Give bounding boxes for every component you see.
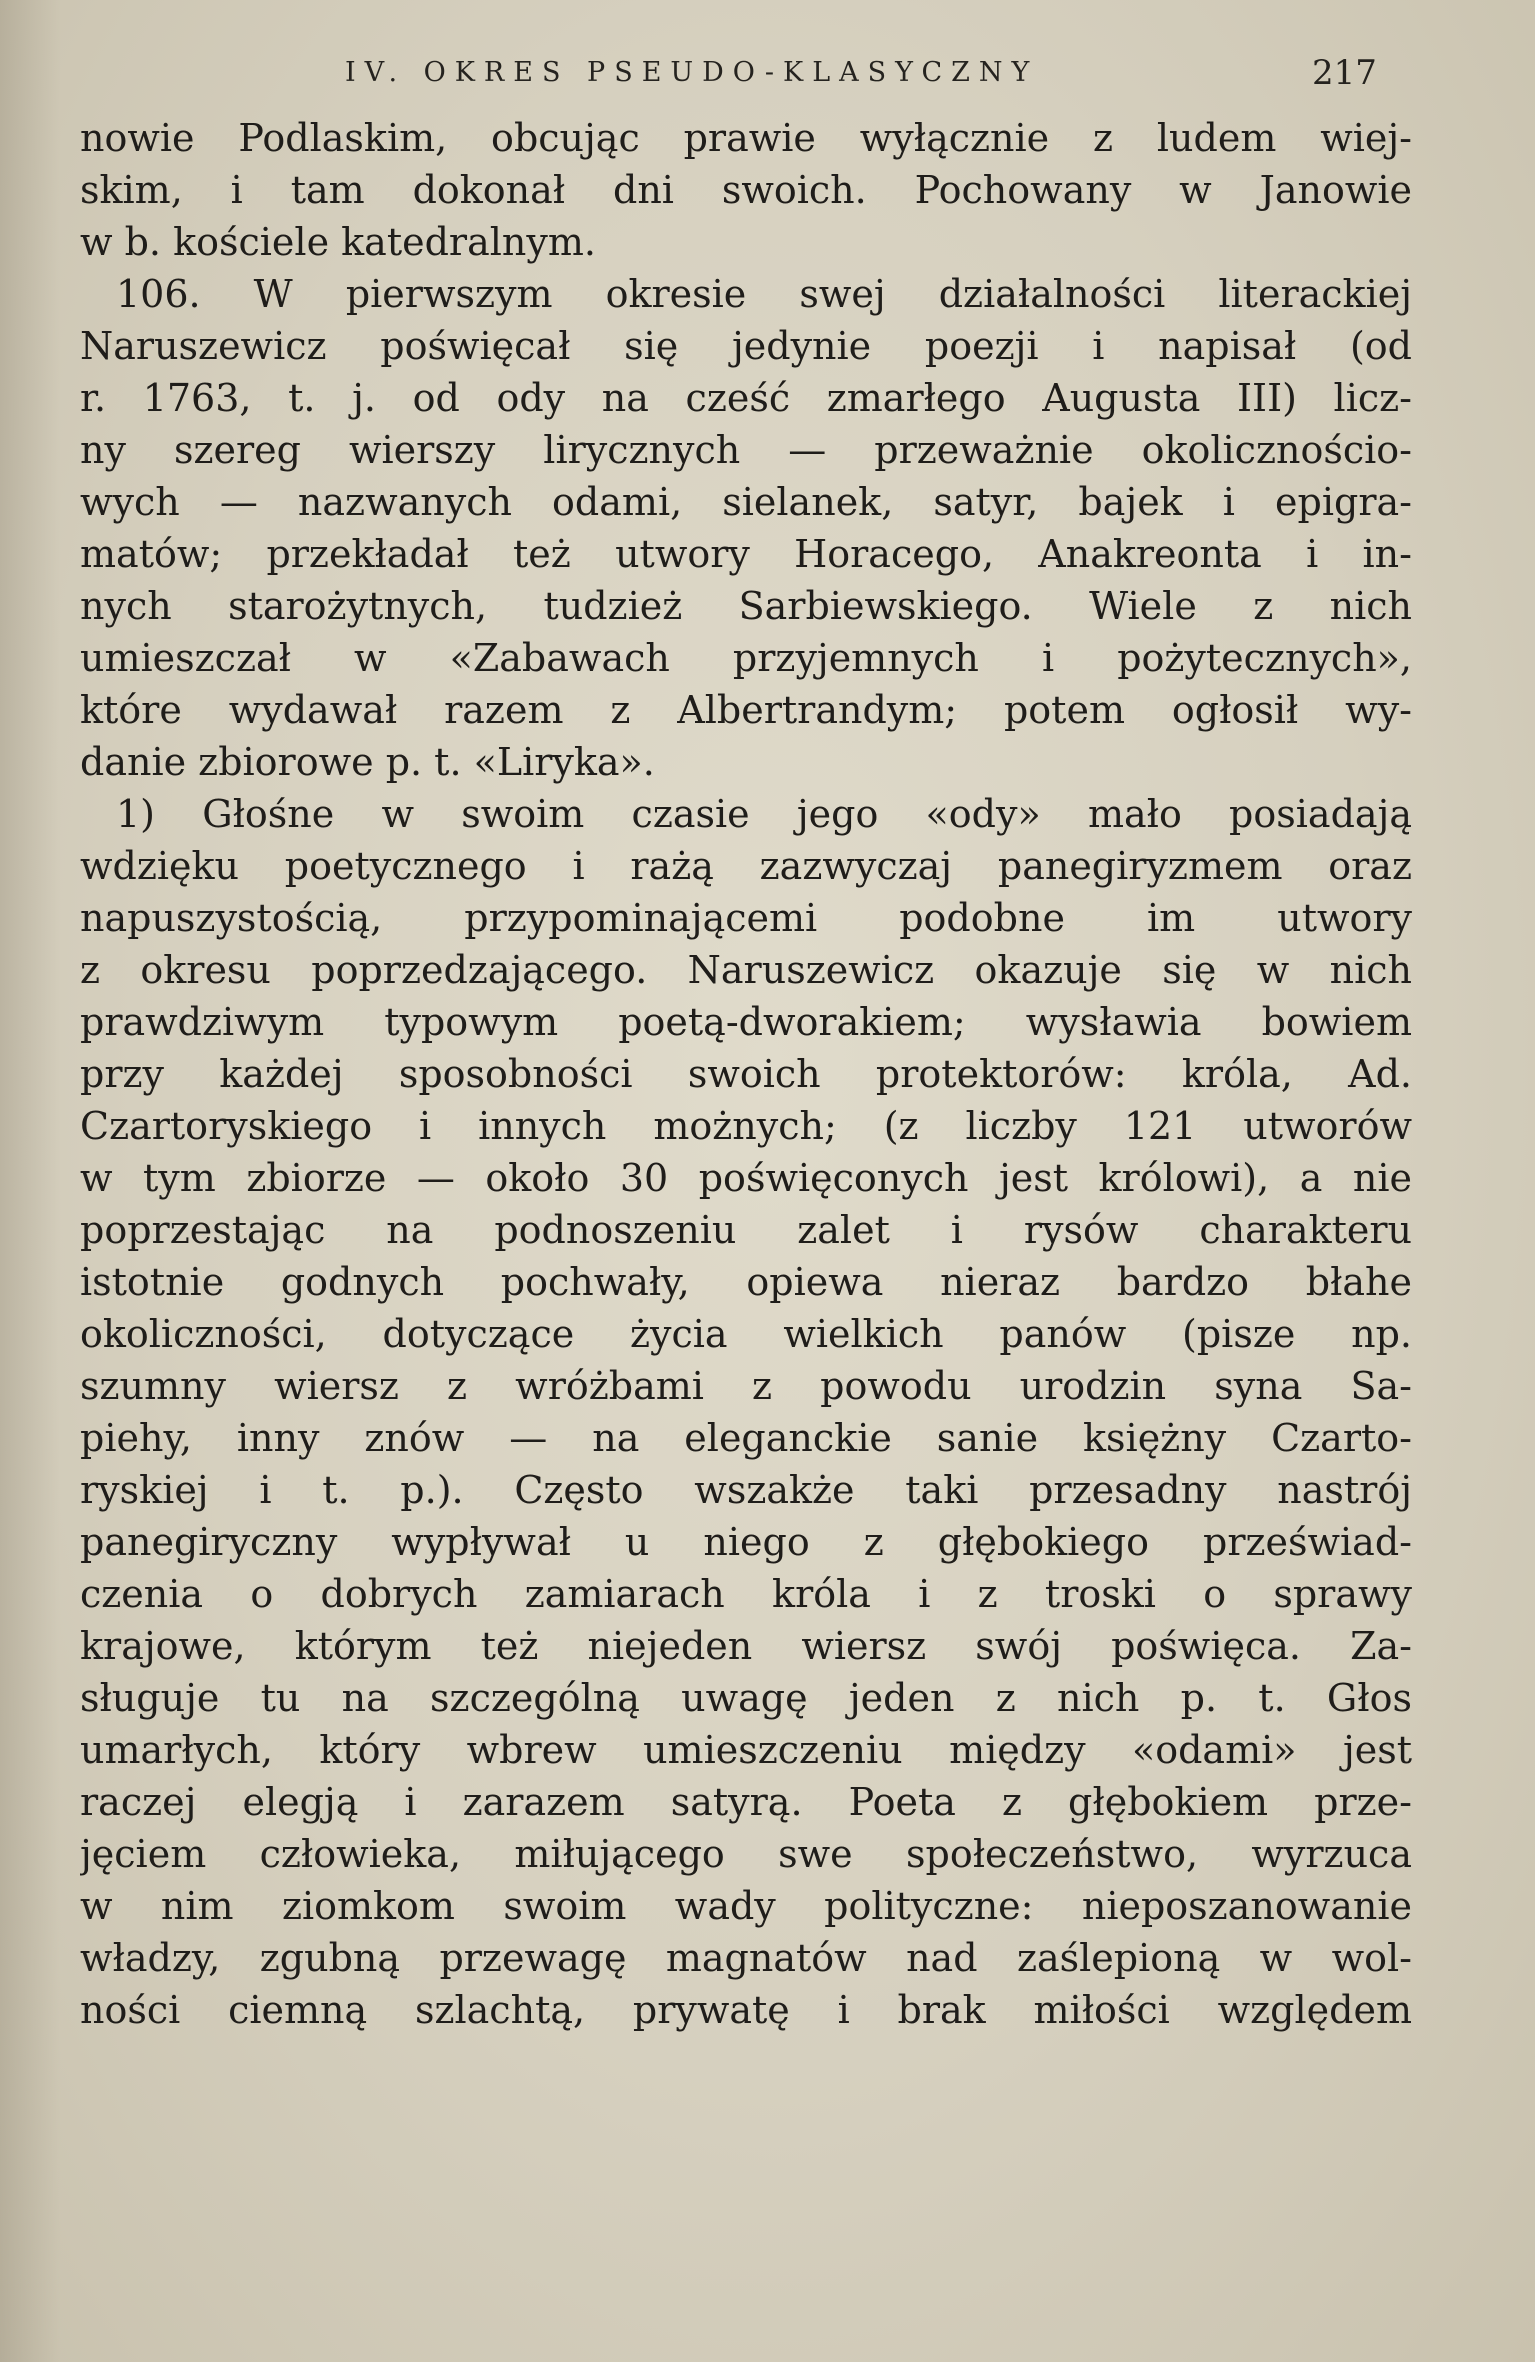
text-line: które wydawał razem z Albertrandym; potem ogłosił wy- (80, 688, 1412, 732)
text-line: skim, i tam dokonał dni swoich. Pochowany w Janowie (80, 168, 1412, 212)
page-edge-shadow (0, 0, 60, 2362)
text-line: prawdziwym typowym poetą-dworakiem; wysławia bowiem (80, 1000, 1412, 1044)
text-line: umarłych, który wbrew umieszczeniu między «odami» jest (80, 1728, 1412, 1772)
text-line: nowie Podlaskim, obcując prawie wyłącznie z ludem wiej- (80, 116, 1412, 160)
text-line: raczej elegją i zarazem satyrą. Poeta z głębokiem prze- (80, 1780, 1412, 1824)
text-line: w b. kościele katedralnym. (80, 220, 596, 264)
subsection-1-first-line: 1) Głośne w swoim czasie jego «ody» mało posiadają (116, 792, 1412, 836)
text-line: nych starożytnych, tudzież Sarbiewskiego. Wiele z nich (80, 584, 1412, 628)
text-line: krajowe, którym też niejeden wiersz swój poświęca. Za- (80, 1624, 1412, 1668)
text-line: napuszystością, przypominającemi podobne im utwory (80, 896, 1412, 940)
text-line: jęciem człowieka, miłującego swe społeczeństwo, wyrzuca (80, 1832, 1412, 1876)
text-line: okoliczności, dotyczące życia wielkich panów (pisze np. (80, 1312, 1412, 1356)
text-line: panegiryczny wypływał u niego z głębokiego przeświad- (80, 1520, 1412, 1564)
text-line: danie zbiorowe p. t. «Liryka». (80, 740, 655, 784)
text-line: poprzestając na podnoszeniu zalet i rysów charakteru (80, 1208, 1412, 1252)
body-text (80, 112, 1412, 2036)
text-line: w nim ziomkom swoim wady polityczne: nieposzanowanie (80, 1884, 1412, 1928)
text-line: w tym zbiorze — około 30 poświęconych jest królowi), a nie (80, 1156, 1412, 1200)
text-line: ny szereg wierszy lirycznych — przeważnie okolicznościo- (80, 428, 1412, 472)
text-line: z okresu poprzedzającego. Naruszewicz okazuje się w nich (80, 948, 1412, 992)
text-line: wych — nazwanych odami, sielanek, satyr, bajek i epigra- (80, 480, 1412, 524)
page-number: 217 (1312, 53, 1377, 93)
text-line: ności ciemną szlachtą, prywatę i brak miłości względem (80, 1988, 1412, 2032)
text-line: wdzięku poetycznego i rażą zazwyczaj panegiryzmem oraz (80, 844, 1412, 888)
text-line: matów; przekładał też utwory Horacego, Anakreonta i in- (80, 532, 1412, 576)
text-line: r. 1763, t. j. od ody na cześć zmarłego Augusta III) licz- (80, 376, 1412, 420)
section-106-first-line: 106. W pierwszym okresie swej działalności literackiej (116, 272, 1412, 316)
text-line: umieszczał w «Zabawach przyjemnych i pożytecznych», (80, 636, 1412, 680)
page-header (0, 48, 1535, 98)
text-line: władzy, zgubną przewagę magnatów nad zaślepioną w wol- (80, 1936, 1412, 1980)
text-line: Czartoryskiego i innych możnych; (z liczby 121 utworów (80, 1104, 1412, 1148)
text-line: piehy, inny znów — na eleganckie sanie księżny Czarto- (80, 1416, 1412, 1460)
text-line: istotnie godnych pochwały, opiewa nieraz bardzo błahe (80, 1260, 1412, 1304)
text-line: czenia o dobrych zamiarach króla i z troski o sprawy (80, 1572, 1412, 1616)
running-head: IV. OKRES PSEUDO-KLASYCZNY (345, 57, 1039, 88)
text-line: szumny wiersz z wróżbami z powodu urodzin syna Sa- (80, 1364, 1412, 1408)
text-line: Naruszewicz poświęcał się jedynie poezji i napisał (od (80, 324, 1412, 368)
text-line: przy każdej sposobności swoich protektorów: króla, Ad. (80, 1052, 1412, 1096)
text-line: ryskiej i t. p.). Często wszakże taki przesadny nastrój (80, 1468, 1412, 1512)
text-line: sługuje tu na szczególną uwagę jeden z nich p. t. Głos (80, 1676, 1412, 1720)
